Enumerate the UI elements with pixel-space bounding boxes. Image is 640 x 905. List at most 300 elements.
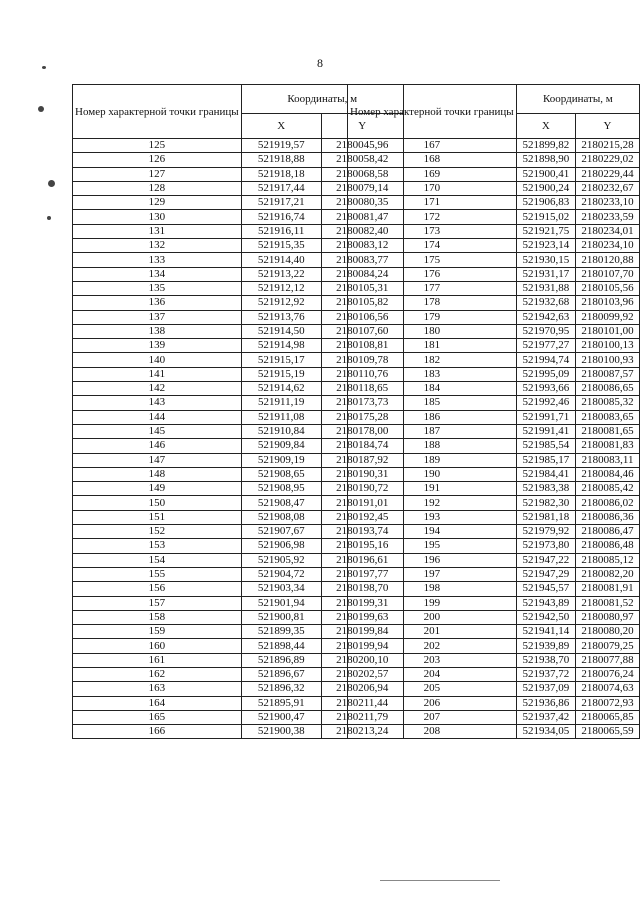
table-row	[348, 424, 640, 438]
coord-y: 2180058,42	[321, 153, 403, 167]
table-row	[348, 439, 640, 453]
point-number: 167	[348, 139, 517, 153]
point-number: 155	[73, 567, 242, 581]
coord-y: 2180099,92	[576, 310, 640, 324]
point-number: 196	[348, 553, 517, 567]
coord-y: 2180229,02	[576, 153, 640, 167]
table-row	[348, 510, 640, 524]
point-number: 202	[348, 639, 517, 653]
point-number: 179	[348, 310, 517, 324]
header-x: X	[516, 114, 575, 139]
coord-x: 521914,40	[241, 253, 321, 267]
coord-x: 521908,47	[241, 496, 321, 510]
coord-y: 2180106,56	[321, 310, 403, 324]
coord-x: 521934,05	[516, 725, 575, 739]
point-number: 150	[73, 496, 242, 510]
coord-y: 2180196,61	[321, 553, 403, 567]
coord-y: 2180045,96	[321, 139, 403, 153]
coord-y: 2180120,88	[576, 253, 640, 267]
coord-x: 521896,89	[241, 653, 321, 667]
point-number: 134	[73, 267, 242, 281]
page-number: 8	[317, 56, 323, 70]
table-row	[348, 396, 640, 410]
point-number: 154	[73, 553, 242, 567]
point-number: 177	[348, 281, 517, 295]
point-number: 172	[348, 210, 517, 224]
table-row	[348, 139, 640, 153]
coord-x: 521904,72	[241, 567, 321, 581]
point-number: 165	[73, 710, 242, 724]
coord-x: 521899,35	[241, 625, 321, 639]
coord-x: 521918,18	[241, 167, 321, 181]
coord-x: 521942,50	[516, 610, 575, 624]
point-number: 183	[348, 367, 517, 381]
point-number: 137	[73, 310, 242, 324]
point-number: 206	[348, 696, 517, 710]
coord-y: 2180083,77	[321, 253, 403, 267]
coord-x: 521912,12	[241, 281, 321, 295]
coord-y: 2180229,44	[576, 167, 640, 181]
point-number: 181	[348, 339, 517, 353]
point-number: 199	[348, 596, 517, 610]
point-number: 166	[73, 725, 242, 739]
point-number: 168	[348, 153, 517, 167]
scan-margin-marks	[36, 40, 58, 240]
coord-y: 2180081,65	[576, 424, 640, 438]
coord-x: 521936,86	[516, 696, 575, 710]
table-row	[348, 210, 640, 224]
coord-y: 2180178,00	[321, 424, 403, 438]
coord-y: 2180195,16	[321, 539, 403, 553]
point-number: 195	[348, 539, 517, 553]
coord-y: 2180081,52	[576, 596, 640, 610]
coord-y: 2180086,47	[576, 525, 640, 539]
coord-x: 521937,09	[516, 682, 575, 696]
coord-x: 521915,17	[241, 353, 321, 367]
coord-y: 2180191,01	[321, 496, 403, 510]
point-number: 192	[348, 496, 517, 510]
header-coords: Координаты, м	[516, 85, 639, 114]
point-number: 153	[73, 539, 242, 553]
point-number: 193	[348, 510, 517, 524]
point-number: 176	[348, 267, 517, 281]
coord-y: 2180202,57	[321, 667, 403, 681]
table-row	[348, 639, 640, 653]
coord-y: 2180082,40	[321, 224, 403, 238]
table-row	[348, 696, 640, 710]
coord-x: 521915,02	[516, 210, 575, 224]
point-number: 131	[73, 224, 242, 238]
point-number: 130	[73, 210, 242, 224]
coord-y: 2180100,13	[576, 339, 640, 353]
coord-y: 2180081,47	[321, 210, 403, 224]
point-number: 180	[348, 324, 517, 338]
coord-x: 521973,80	[516, 539, 575, 553]
coord-x: 521941,14	[516, 625, 575, 639]
coord-x: 521938,70	[516, 653, 575, 667]
coord-y: 2180187,92	[321, 453, 403, 467]
table-row	[348, 181, 640, 195]
coord-x: 521979,92	[516, 525, 575, 539]
table-row	[348, 453, 640, 467]
point-number: 203	[348, 653, 517, 667]
coord-y: 2180086,36	[576, 510, 640, 524]
point-number: 158	[73, 610, 242, 624]
coord-x: 521898,44	[241, 639, 321, 653]
scan-dot	[47, 216, 51, 220]
coord-y: 2180082,20	[576, 567, 640, 581]
coord-y: 2180085,32	[576, 396, 640, 410]
coord-y: 2180074,63	[576, 682, 640, 696]
coord-x: 521907,67	[241, 525, 321, 539]
point-number: 156	[73, 582, 242, 596]
coord-x: 521903,34	[241, 582, 321, 596]
point-number: 164	[73, 696, 242, 710]
table-row	[348, 324, 640, 338]
coord-y: 2180198,70	[321, 582, 403, 596]
coord-x: 521991,41	[516, 424, 575, 438]
point-number: 191	[348, 482, 517, 496]
coord-y: 2180105,82	[321, 296, 403, 310]
coord-x: 521901,94	[241, 596, 321, 610]
coord-y: 2180184,74	[321, 439, 403, 453]
point-number: 135	[73, 281, 242, 295]
point-number: 189	[348, 453, 517, 467]
coord-x: 521900,81	[241, 610, 321, 624]
table-row	[348, 725, 640, 739]
coord-x: 521909,84	[241, 439, 321, 453]
coord-y: 2180192,45	[321, 510, 403, 524]
coord-x: 521947,22	[516, 553, 575, 567]
scan-dot	[42, 66, 46, 69]
coord-x: 521947,29	[516, 567, 575, 581]
coord-y: 2180105,31	[321, 281, 403, 295]
table-row	[348, 553, 640, 567]
point-number: 169	[348, 167, 517, 181]
coord-x: 521985,54	[516, 439, 575, 453]
table-row	[348, 281, 640, 295]
table-row	[348, 410, 640, 424]
table-row	[348, 596, 640, 610]
point-number: 151	[73, 510, 242, 524]
coord-y: 2180085,42	[576, 482, 640, 496]
coord-y: 2180175,28	[321, 410, 403, 424]
table-row	[348, 224, 640, 238]
coord-y: 2180105,56	[576, 281, 640, 295]
point-number: 205	[348, 682, 517, 696]
coord-x: 521900,41	[516, 167, 575, 181]
point-number: 190	[348, 467, 517, 481]
table-row	[348, 667, 640, 681]
point-number: 170	[348, 181, 517, 195]
coord-x: 521914,98	[241, 339, 321, 353]
coord-y: 2180080,20	[576, 625, 640, 639]
coord-y: 2180081,83	[576, 439, 640, 453]
coord-x: 521910,84	[241, 424, 321, 438]
point-number: 173	[348, 224, 517, 238]
coord-y: 2180083,65	[576, 410, 640, 424]
table-row	[348, 296, 640, 310]
coord-x: 521916,11	[241, 224, 321, 238]
coord-x: 521913,76	[241, 310, 321, 324]
coordinates-table-right	[347, 84, 640, 739]
coord-x: 521981,18	[516, 510, 575, 524]
point-number: 160	[73, 639, 242, 653]
coord-y: 2180065,59	[576, 725, 640, 739]
coord-x: 521930,15	[516, 253, 575, 267]
coord-y: 2180087,57	[576, 367, 640, 381]
coord-y: 2180080,35	[321, 196, 403, 210]
header-point: Номер характерной точки границы	[348, 85, 517, 139]
coord-x: 521995,09	[516, 367, 575, 381]
point-number: 163	[73, 682, 242, 696]
table-row	[348, 367, 640, 381]
coord-y: 2180076,24	[576, 667, 640, 681]
table-row	[348, 239, 640, 253]
coord-x: 521906,83	[516, 196, 575, 210]
coord-y: 2180107,60	[321, 324, 403, 338]
header-coords: Координаты, м	[241, 85, 403, 114]
point-number: 143	[73, 396, 242, 410]
coord-y: 2180079,14	[321, 181, 403, 195]
coord-y: 2180234,10	[576, 239, 640, 253]
coord-y: 2180108,81	[321, 339, 403, 353]
point-number: 141	[73, 367, 242, 381]
coord-x: 521918,88	[241, 153, 321, 167]
coord-x: 521908,65	[241, 467, 321, 481]
coord-y: 2180086,48	[576, 539, 640, 553]
point-number: 201	[348, 625, 517, 639]
table-row	[348, 253, 640, 267]
coord-y: 2180110,76	[321, 367, 403, 381]
scan-dot	[48, 180, 55, 187]
point-number: 194	[348, 525, 517, 539]
coord-x: 521937,72	[516, 667, 575, 681]
point-number: 140	[73, 353, 242, 367]
coord-x: 521923,14	[516, 239, 575, 253]
point-number: 126	[73, 153, 242, 167]
coord-x: 521942,63	[516, 310, 575, 324]
table-row	[348, 496, 640, 510]
point-number: 185	[348, 396, 517, 410]
table-row	[348, 467, 640, 481]
coord-y: 2180190,72	[321, 482, 403, 496]
coord-x: 521992,46	[516, 396, 575, 410]
point-number: 197	[348, 567, 517, 581]
point-number: 145	[73, 424, 242, 438]
table-row	[348, 525, 640, 539]
point-number: 128	[73, 181, 242, 195]
table-row	[348, 653, 640, 667]
point-number: 198	[348, 582, 517, 596]
point-number: 207	[348, 710, 517, 724]
coord-x: 521900,24	[516, 181, 575, 195]
table-body-right	[348, 139, 640, 739]
table-row	[348, 153, 640, 167]
point-number: 175	[348, 253, 517, 267]
point-number: 159	[73, 625, 242, 639]
coord-y: 2180199,63	[321, 610, 403, 624]
coord-y: 2180101,00	[576, 324, 640, 338]
table-row	[348, 310, 640, 324]
coord-x: 521914,50	[241, 324, 321, 338]
coord-x: 521900,38	[241, 725, 321, 739]
header-y: Y	[321, 114, 403, 139]
point-number: 186	[348, 410, 517, 424]
table-row	[348, 382, 640, 396]
point-number: 200	[348, 610, 517, 624]
point-number: 149	[73, 482, 242, 496]
point-number: 178	[348, 296, 517, 310]
point-number: 132	[73, 239, 242, 253]
coord-y: 2180199,31	[321, 596, 403, 610]
point-number: 147	[73, 453, 242, 467]
coord-y: 2180233,10	[576, 196, 640, 210]
coord-x: 521912,92	[241, 296, 321, 310]
coord-y: 2180086,65	[576, 382, 640, 396]
coord-x: 521900,47	[241, 710, 321, 724]
coord-y: 2180086,02	[576, 496, 640, 510]
coord-x: 521898,90	[516, 153, 575, 167]
point-number: 184	[348, 382, 517, 396]
coord-x: 521983,38	[516, 482, 575, 496]
scan-dot	[38, 106, 44, 112]
coord-y: 2180200,10	[321, 653, 403, 667]
coord-y: 2180072,93	[576, 696, 640, 710]
coord-y: 2180213,24	[321, 725, 403, 739]
coord-x: 521932,68	[516, 296, 575, 310]
coord-y: 2180197,77	[321, 567, 403, 581]
point-number: 142	[73, 382, 242, 396]
coord-y: 2180084,24	[321, 267, 403, 281]
coord-y: 2180081,91	[576, 582, 640, 596]
coord-x: 521896,32	[241, 682, 321, 696]
point-number: 138	[73, 324, 242, 338]
coord-y: 2180199,84	[321, 625, 403, 639]
coord-x: 521991,71	[516, 410, 575, 424]
coord-y: 2180233,59	[576, 210, 640, 224]
coord-x: 521970,95	[516, 324, 575, 338]
point-number: 208	[348, 725, 517, 739]
coord-x: 521908,95	[241, 482, 321, 496]
table-row	[348, 482, 640, 496]
table-row	[348, 567, 640, 581]
coord-y: 2180232,67	[576, 181, 640, 195]
coord-y: 2180080,97	[576, 610, 640, 624]
header-y: Y	[576, 114, 640, 139]
point-number: 152	[73, 525, 242, 539]
coord-x: 521913,22	[241, 267, 321, 281]
coord-x: 521985,17	[516, 453, 575, 467]
point-number: 162	[73, 667, 242, 681]
table-row	[348, 710, 640, 724]
point-number: 129	[73, 196, 242, 210]
coord-y: 2180173,73	[321, 396, 403, 410]
coord-x: 521937,42	[516, 710, 575, 724]
coord-x: 521915,35	[241, 239, 321, 253]
coord-y: 2180103,96	[576, 296, 640, 310]
table-row	[348, 625, 640, 639]
header-x: X	[241, 114, 321, 139]
table-row	[348, 682, 640, 696]
coord-x: 521915,19	[241, 367, 321, 381]
coord-x: 521994,74	[516, 353, 575, 367]
coord-x: 521914,62	[241, 382, 321, 396]
point-number: 174	[348, 239, 517, 253]
coord-x: 521919,57	[241, 139, 321, 153]
coord-x: 521911,08	[241, 410, 321, 424]
coord-y: 2180211,44	[321, 696, 403, 710]
coord-x: 521905,92	[241, 553, 321, 567]
coord-y: 2180199,94	[321, 639, 403, 653]
coord-x: 521909,19	[241, 453, 321, 467]
coord-x: 521896,67	[241, 667, 321, 681]
point-number: 133	[73, 253, 242, 267]
coord-x: 521917,21	[241, 196, 321, 210]
point-number: 136	[73, 296, 242, 310]
point-number: 127	[73, 167, 242, 181]
coord-x: 521982,30	[516, 496, 575, 510]
point-number: 204	[348, 667, 517, 681]
coord-y: 2180068,58	[321, 167, 403, 181]
coord-y: 2180107,70	[576, 267, 640, 281]
coord-y: 2180079,25	[576, 639, 640, 653]
point-number: 157	[73, 596, 242, 610]
coord-x: 521921,75	[516, 224, 575, 238]
coord-x: 521931,88	[516, 281, 575, 295]
coord-x: 521895,91	[241, 696, 321, 710]
coord-y: 2180215,28	[576, 139, 640, 153]
coord-x: 521977,27	[516, 339, 575, 353]
point-number: 148	[73, 467, 242, 481]
coord-y: 2180100,93	[576, 353, 640, 367]
coord-x: 521899,82	[516, 139, 575, 153]
table-row	[348, 196, 640, 210]
table-row	[348, 267, 640, 281]
coord-y: 2180190,31	[321, 467, 403, 481]
point-number: 182	[348, 353, 517, 367]
table-row	[348, 582, 640, 596]
coord-y: 2180211,79	[321, 710, 403, 724]
coord-y: 2180083,12	[321, 239, 403, 253]
point-number: 171	[348, 196, 517, 210]
table-row	[348, 339, 640, 353]
table-row	[348, 353, 640, 367]
coord-y: 2180077,88	[576, 653, 640, 667]
coord-x: 521984,41	[516, 467, 575, 481]
coord-x: 521945,57	[516, 582, 575, 596]
coord-y: 2180084,46	[576, 467, 640, 481]
point-number: 161	[73, 653, 242, 667]
coord-x: 521916,74	[241, 210, 321, 224]
coord-y: 2180193,74	[321, 525, 403, 539]
coord-y: 2180118,65	[321, 382, 403, 396]
coord-y: 2180085,12	[576, 553, 640, 567]
coord-x: 521931,17	[516, 267, 575, 281]
coord-y: 2180234,01	[576, 224, 640, 238]
coord-x: 521943,89	[516, 596, 575, 610]
point-number: 144	[73, 410, 242, 424]
table-row	[348, 610, 640, 624]
table-row	[348, 167, 640, 181]
point-number: 139	[73, 339, 242, 353]
coord-x: 521908,08	[241, 510, 321, 524]
coord-y: 2180206,94	[321, 682, 403, 696]
point-number: 188	[348, 439, 517, 453]
coord-x: 521906,98	[241, 539, 321, 553]
footer-divider	[380, 880, 500, 881]
table-row	[348, 539, 640, 553]
